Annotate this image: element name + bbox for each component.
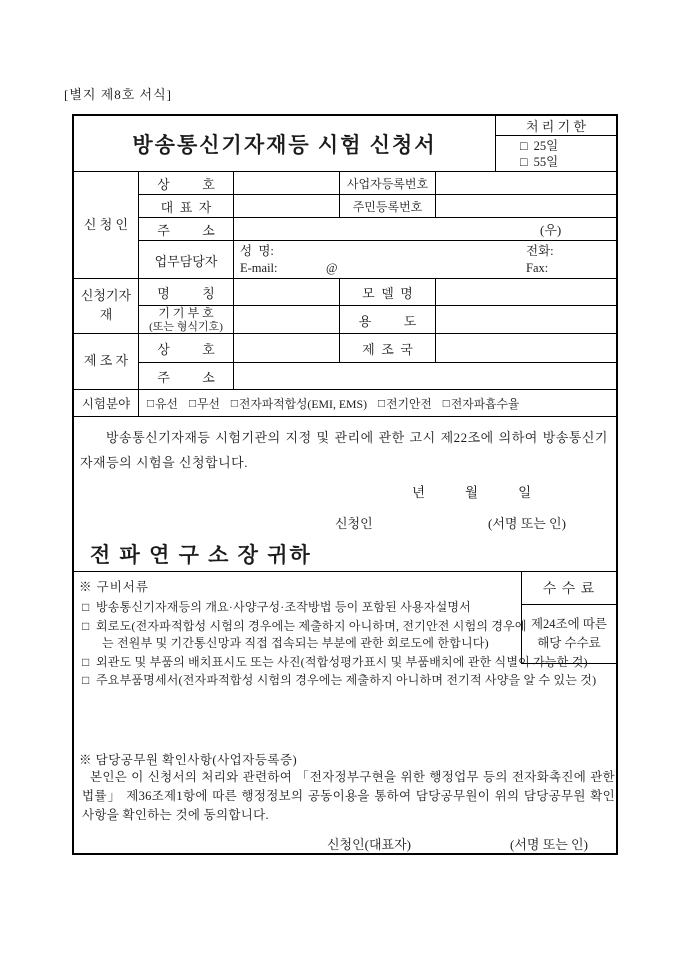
processing-deadline-column [495,116,616,171]
form-number-note: [별지 제8호 서식] [64,87,173,102]
fee-header: 수 수 료 [522,572,616,605]
test-option-sar[interactable]: □ 전자파흡수율 [442,395,520,411]
checkbox-icon[interactable]: □ [188,395,197,410]
manufacturer-company-field[interactable] [233,334,339,362]
checkbox-icon[interactable]: □ [378,395,386,410]
checkbox-icon[interactable]: □ [82,600,90,614]
required-document-item[interactable]: □ 회로도(전자파적합성 시험의 경우에는 제출하지 아니하며, 전기안전 시험의 경우에는 전원부 및 기간통신망과 직접 접속되는 부분에 관한 회로도에 한합니다) [82,618,527,650]
test-field-options [139,390,616,416]
manufacturer-address-field[interactable] [233,363,616,390]
equipment-name-field[interactable] [233,279,339,305]
date-line [412,481,531,501]
declaration-text: 방송통신기자재등 시험기관의 지정 및 관리에 관한 고시 제22조에 의하여 방송통신기자재등의 시험을 신청합니다. [80,430,608,470]
contact-person-label: 업무담당자 [154,253,218,269]
model-name-label: 모 델 명 [339,279,435,305]
processing-deadline-options [496,136,616,171]
checkbox-icon[interactable]: □ [520,154,528,169]
applicant-group-label: 신 청 인 [74,172,139,278]
contact-at-sign: @ [326,261,338,275]
use-field[interactable] [435,306,616,334]
required-document-item[interactable]: □ 주요부품명세서(전자파적합성 시험의 경우에는 제출하지 아니하며 전기적 사양을 알 수 있는 것) [82,672,616,690]
bottom-signature-line [74,834,616,852]
test-option-emc[interactable]: □ 전자파적합성(EMI, EMS) [230,395,368,411]
official-check-header: ※ 담당공무원 확인사항(사업자등록증) [79,753,298,767]
postal-code-label: (우) [540,222,562,238]
model-name-field[interactable] [435,279,616,305]
date-day-label: 일 [518,485,532,500]
resident-reg-field[interactable] [435,195,616,217]
test-field-label: 시험분야 [74,390,139,416]
manufacturer-address-label: 주 소 [157,370,215,385]
checkbox-icon[interactable]: □ [82,618,90,633]
required-document-item[interactable]: □ 방송통신기자재등의 개요·사양구성·조작방법 등이 포함된 사용자설명서 [82,599,529,617]
deadline-option-55[interactable] [520,154,616,170]
declaration-section [74,416,616,571]
equipment-code-field[interactable] [233,306,339,334]
company-field[interactable] [233,172,339,194]
form-title: 방송통신기자재등 시험 신청서 [132,132,437,157]
manufacture-country-label: 제 조 국 [339,334,435,362]
test-field-row [74,389,616,416]
test-option-wireless[interactable]: □ 무선 [188,395,220,411]
representative-signer-label: 신청인(대표자) [327,837,412,852]
equipment-code-sublabel: (또는 형식기호) [149,320,223,333]
date-month-label: 월 [465,485,479,500]
processing-deadline-label: 처 리 기 한 [496,116,616,136]
bottom-section [74,571,616,853]
equipment-name-label: 명 칭 [157,285,215,301]
manufacturer-company-label: 상 호 [157,341,215,357]
checkbox-icon[interactable]: □ [230,395,239,410]
business-reg-label: 사업자등록번호 [339,172,435,194]
checkbox-icon[interactable]: □ [147,395,155,410]
applicant-block [74,171,616,278]
checkbox-icon[interactable]: □ [82,673,90,687]
official-check-text: 본인은 이 신청서의 처리와 관련하여 「전자정부구현을 위한 행정업무 등의 전자화촉진에 관한 법률」 제36조제1항에 따른 행정정보의 공동이용을 통하여 담당공무원이 위의 담당공무원 확인사항을 확인하는 것에 동의합니다. [82,770,615,822]
signature-line [74,513,616,531]
business-reg-field[interactable] [435,172,616,194]
representative-label: 대 표 자 [160,199,212,215]
applicant-signer-label: 신청인 [335,516,373,531]
address-field[interactable] [233,218,616,240]
required-documents-header: ※ 구비서류 [79,580,149,594]
required-documents-list [82,599,616,691]
deadline-option-25[interactable] [520,138,616,154]
checkbox-icon[interactable]: □ [442,395,450,410]
manufacturer-block [74,333,616,389]
date-year-label: 년 [412,485,426,500]
contact-name-label: 성 명: [240,244,274,258]
contact-fax-label: Fax: [526,261,549,275]
test-option-wired[interactable]: □ 유선 [147,395,178,411]
deadline-option-label: 55일 [533,154,559,169]
signature-note: (서명 또는 인) [488,516,566,531]
manufacture-country-field[interactable] [435,334,616,362]
header-row [74,116,616,171]
equipment-block [74,278,616,333]
application-form-table [72,114,618,855]
contact-email-label: E-mail: [240,261,278,275]
recipient-line: 전 파 연 구 소 장 귀하 [90,543,312,567]
contact-phone-label: 전화: [526,244,554,258]
equipment-group-label: 신청기자 재 [74,279,139,333]
fee-body: 제24조에 따른 해당 수수료 [530,617,607,650]
test-option-electrical-safety[interactable]: □ 전기안전 [378,395,432,411]
required-document-item[interactable]: □ 외관도 및 부품의 배치표시도 또는 사진(적합성평가표시 및 부품배치에 관한 식별이 가능한 것) [82,654,616,672]
resident-reg-label: 주민등록번호 [339,195,435,217]
use-label: 용 도 [339,306,435,334]
manufacturer-group-label: 제 조 자 [74,334,139,389]
deadline-option-label: 25일 [533,138,559,153]
checkbox-icon[interactable]: □ [82,654,90,669]
checkbox-icon[interactable]: □ [520,138,528,153]
contact-field[interactable] [233,241,616,279]
company-label: 상 호 [157,176,215,192]
representative-field[interactable] [233,195,339,217]
equipment-code-label: 기 기 부 호 (또는 형식기호) [149,305,223,333]
signature-note: (서명 또는 인) [510,837,588,852]
address-label: 주 소 [157,222,215,238]
